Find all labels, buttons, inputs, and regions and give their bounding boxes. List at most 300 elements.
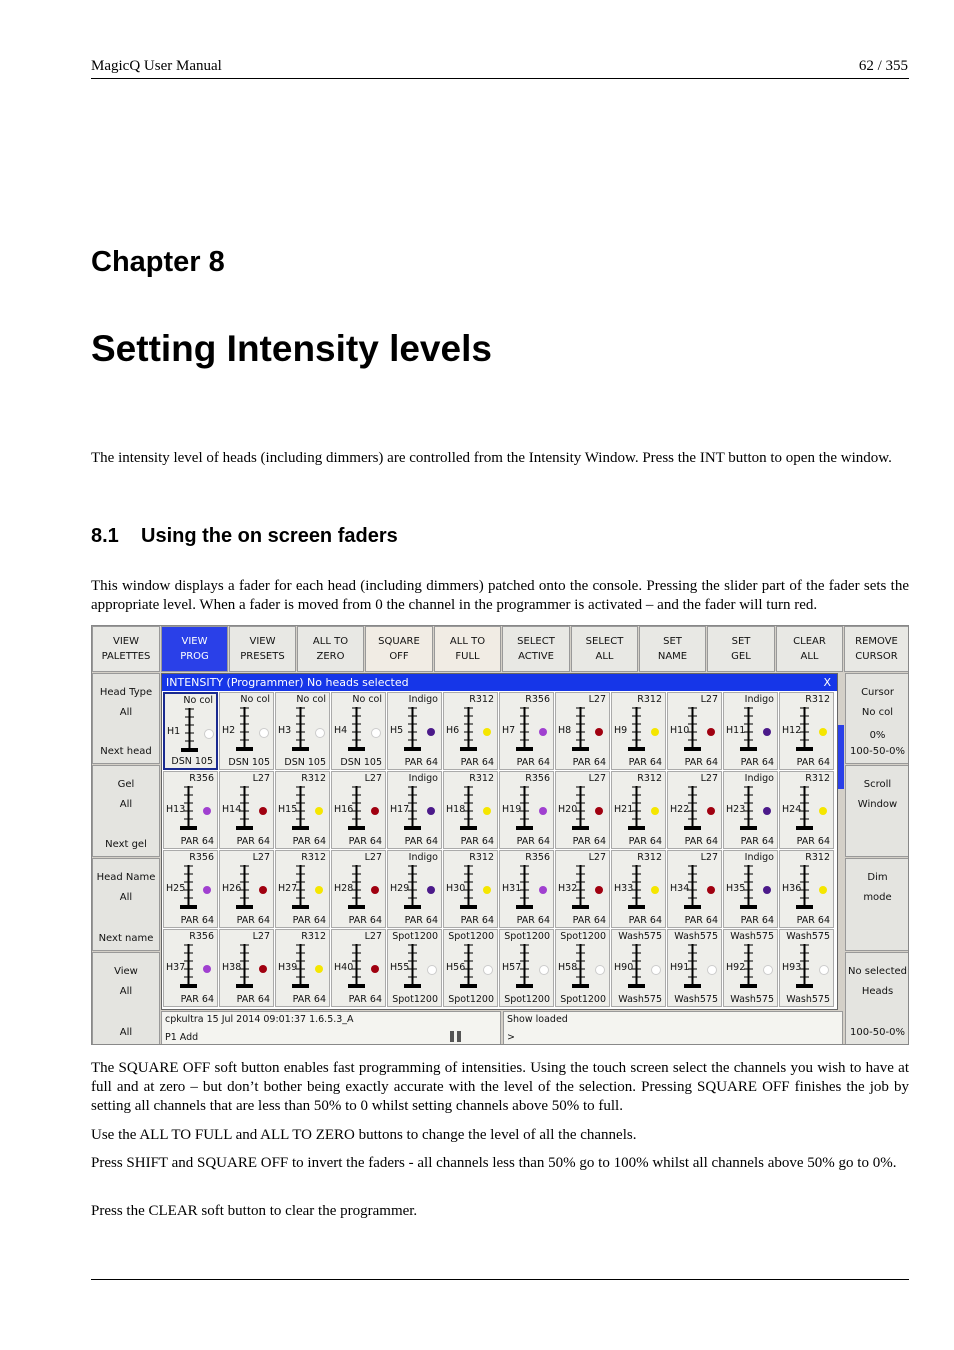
head-type: PAR 64 bbox=[460, 836, 494, 847]
toolbar-button-view-palettes[interactable] bbox=[92, 626, 160, 672]
gel-color-swatch bbox=[539, 728, 547, 736]
fader-h11[interactable] bbox=[723, 692, 778, 770]
head-number: H25 bbox=[166, 883, 186, 894]
gel-color-swatch bbox=[203, 886, 211, 894]
fader-h20[interactable] bbox=[555, 771, 610, 849]
gel-color-swatch bbox=[819, 728, 827, 736]
right-panel-button-value: No col bbox=[861, 707, 894, 718]
fader-h6[interactable] bbox=[443, 692, 498, 770]
head-type: PAR 64 bbox=[348, 994, 382, 1005]
gel-color-swatch bbox=[651, 728, 659, 736]
right-panel-button-0[interactable] bbox=[845, 673, 909, 764]
header-rule bbox=[91, 78, 909, 79]
fader-h56[interactable] bbox=[443, 929, 498, 1007]
left-panel-button-footer: Next name bbox=[98, 933, 154, 944]
gel-label: Wash575 bbox=[674, 931, 718, 942]
toolbar-button-line2: CURSOR bbox=[855, 651, 898, 662]
gel-color-swatch bbox=[427, 965, 437, 975]
toolbar-button-line1: SQUARE bbox=[378, 636, 420, 647]
section-number: 8.1 bbox=[91, 525, 119, 547]
head-type: PAR 64 bbox=[796, 836, 830, 847]
left-panel-button-value: All bbox=[119, 707, 133, 718]
fader-h15[interactable] bbox=[275, 771, 330, 849]
head-number: H3 bbox=[278, 725, 292, 736]
head-number: H28 bbox=[334, 883, 354, 894]
right-panel-button-1[interactable] bbox=[845, 765, 909, 857]
gel-color-swatch bbox=[651, 965, 661, 975]
toolbar-button-view-prog[interactable] bbox=[161, 626, 228, 672]
gel-color-swatch bbox=[483, 965, 493, 975]
head-number: H12 bbox=[782, 725, 802, 736]
command-prompt[interactable]: > bbox=[507, 1032, 515, 1043]
left-panel-button-3[interactable] bbox=[92, 952, 160, 1045]
gel-label: L27 bbox=[252, 931, 270, 942]
gel-label: R356 bbox=[189, 931, 214, 942]
gel-label: Spot1200 bbox=[448, 931, 494, 942]
toolbar-button-line1: VIEW bbox=[112, 636, 139, 647]
window-title: INTENSITY (Programmer) No heads selected bbox=[166, 676, 409, 689]
toolbar-button-select-all[interactable] bbox=[571, 626, 638, 672]
fader-slider-icon[interactable] bbox=[404, 707, 421, 751]
gel-label: R356 bbox=[525, 773, 550, 784]
head-number: H93 bbox=[782, 962, 802, 973]
toolbar-button-line1: VIEW bbox=[249, 636, 276, 647]
head-type: PAR 64 bbox=[292, 994, 326, 1005]
gel-color-swatch bbox=[203, 965, 211, 973]
fader-h57[interactable] bbox=[499, 929, 554, 1007]
gel-label: L27 bbox=[588, 773, 606, 784]
fader-h35[interactable] bbox=[723, 850, 778, 928]
gel-label: L27 bbox=[700, 852, 718, 863]
fader-slider-icon[interactable] bbox=[236, 707, 253, 751]
fader-h40[interactable] bbox=[331, 929, 386, 1007]
fader-h1[interactable] bbox=[163, 692, 218, 770]
gel-color-swatch bbox=[651, 807, 659, 815]
fader-h5[interactable] bbox=[387, 692, 442, 770]
fader-slider-icon[interactable] bbox=[628, 707, 645, 751]
right-panel-button-2[interactable] bbox=[845, 858, 909, 951]
body-paragraph-1: The SQUARE OFF soft button enables fast programming of intensities. Using the touch screen select the channels you wish to have at full and at zero – but don’t bother being exactly accurate with the level of the selection. Pressing SQUARE OFF finishes the job by setting all channels that are less than 50% to 0 whilst setting channels above 50% to full. bbox=[91, 1060, 909, 1114]
chapter-label: Chapter 8 bbox=[91, 246, 225, 278]
fader-h14[interactable] bbox=[219, 771, 274, 849]
head-number: H1 bbox=[167, 726, 181, 737]
head-number: H91 bbox=[670, 962, 690, 973]
gel-color-swatch bbox=[763, 728, 771, 736]
head-number: H21 bbox=[614, 804, 634, 815]
gel-label: Indigo bbox=[408, 694, 438, 705]
fader-h13[interactable] bbox=[163, 771, 218, 849]
fader-h33[interactable] bbox=[611, 850, 666, 928]
toolbar-button-line2: ALL bbox=[800, 651, 819, 662]
fader-h55[interactable] bbox=[387, 929, 442, 1007]
right-panel-button-3[interactable] bbox=[845, 952, 909, 1045]
head-type: PAR 64 bbox=[236, 994, 270, 1005]
intensity-grid bbox=[161, 673, 838, 1010]
left-panel-button-label: Head Type bbox=[99, 687, 153, 698]
head-number: H90 bbox=[614, 962, 634, 973]
toolbar-button-line2: PROG bbox=[180, 651, 209, 662]
gel-color-swatch bbox=[595, 965, 605, 975]
gel-label: Indigo bbox=[744, 852, 774, 863]
head-number: H23 bbox=[726, 804, 746, 815]
head-type: Spot1200 bbox=[448, 994, 494, 1005]
gel-label: L27 bbox=[364, 773, 382, 784]
gel-color-swatch bbox=[315, 728, 325, 738]
fader-h21[interactable] bbox=[611, 771, 666, 849]
pause-icon bbox=[450, 1031, 454, 1042]
gel-label: R312 bbox=[637, 773, 662, 784]
head-type: PAR 64 bbox=[740, 836, 774, 847]
fader-h4[interactable] bbox=[331, 692, 386, 770]
gel-color-swatch bbox=[763, 886, 771, 894]
gel-label: Indigo bbox=[744, 694, 774, 705]
fader-h19[interactable] bbox=[499, 771, 554, 849]
head-type: PAR 64 bbox=[180, 836, 214, 847]
head-type: PAR 64 bbox=[180, 915, 214, 926]
fader-h25[interactable] bbox=[163, 850, 218, 928]
head-type: Wash575 bbox=[674, 994, 718, 1005]
fader-h28[interactable] bbox=[331, 850, 386, 928]
status-line-2: P1 Add bbox=[165, 1032, 199, 1043]
gel-label: Spot1200 bbox=[504, 931, 550, 942]
gel-color-swatch bbox=[707, 807, 715, 815]
head-type: PAR 64 bbox=[404, 757, 438, 768]
gel-color-swatch bbox=[483, 728, 491, 736]
fader-slider-icon[interactable] bbox=[181, 708, 198, 752]
scrollbar[interactable] bbox=[838, 725, 844, 789]
head-number: H13 bbox=[166, 804, 186, 815]
fader-slider-icon[interactable] bbox=[460, 707, 477, 751]
fader-h58[interactable] bbox=[555, 929, 610, 1007]
head-number: H4 bbox=[334, 725, 348, 736]
head-number: H29 bbox=[390, 883, 410, 894]
head-type: PAR 64 bbox=[460, 915, 494, 926]
right-panel-button-label: Dim bbox=[867, 872, 888, 883]
head-number: H19 bbox=[502, 804, 522, 815]
toolbar-button-line2: ZERO bbox=[316, 651, 345, 662]
gel-color-swatch bbox=[651, 886, 659, 894]
head-number: H9 bbox=[614, 725, 628, 736]
head-type: PAR 64 bbox=[236, 836, 270, 847]
fader-h23[interactable] bbox=[723, 771, 778, 849]
head-number: H57 bbox=[502, 962, 522, 973]
fader-h90[interactable] bbox=[611, 929, 666, 1007]
gel-color-swatch bbox=[707, 728, 715, 736]
left-panel-button-value: All bbox=[119, 799, 133, 810]
toolbar-button-line2: FULL bbox=[455, 651, 480, 662]
head-number: H16 bbox=[334, 804, 354, 815]
head-number: H31 bbox=[502, 883, 522, 894]
fader-h2[interactable] bbox=[219, 692, 274, 770]
intro-paragraph: The intensity level of heads (including dimmers) are controlled from the Intensity Window. Press the INT button to open the window. bbox=[91, 450, 892, 466]
gel-label: Spot1200 bbox=[560, 931, 606, 942]
head-number: H55 bbox=[390, 962, 410, 973]
gel-label: Indigo bbox=[408, 773, 438, 784]
toolbar-button-set-gel[interactable] bbox=[707, 626, 775, 672]
toolbar-button-clear-all[interactable] bbox=[776, 626, 843, 672]
gel-label: L27 bbox=[700, 773, 718, 784]
gel-color-swatch bbox=[595, 886, 603, 894]
toolbar-button-all-to-zero[interactable] bbox=[297, 626, 364, 672]
left-panel-button-2[interactable] bbox=[92, 858, 160, 951]
gel-label: L27 bbox=[588, 852, 606, 863]
fader-h37[interactable] bbox=[163, 929, 218, 1007]
head-number: H35 bbox=[726, 883, 746, 894]
gel-color-swatch bbox=[819, 965, 829, 975]
gel-color-swatch bbox=[204, 729, 214, 739]
right-panel-button-label: Cursor bbox=[861, 687, 894, 698]
toolbar-button-select-active[interactable] bbox=[502, 626, 570, 672]
head-type: PAR 64 bbox=[460, 757, 494, 768]
head-number: H37 bbox=[166, 962, 186, 973]
fader-h17[interactable] bbox=[387, 771, 442, 849]
head-type: PAR 64 bbox=[572, 915, 606, 926]
toolbar-button-line2: GEL bbox=[731, 651, 751, 662]
head-number: H7 bbox=[502, 725, 516, 736]
gel-label: L27 bbox=[252, 852, 270, 863]
fader-h18[interactable] bbox=[443, 771, 498, 849]
body-paragraph-3: Press SHIFT and SQUARE OFF to invert the faders - all channels less than 50% go to 100% whilst all channels above 50% go to 0%. bbox=[91, 1155, 897, 1171]
left-panel-button-label: View bbox=[114, 966, 138, 977]
head-number: H27 bbox=[278, 883, 298, 894]
fader-h26[interactable] bbox=[219, 850, 274, 928]
head-type: PAR 64 bbox=[292, 915, 326, 926]
toolbar-button-line1: REMOVE bbox=[855, 636, 898, 647]
head-number: H26 bbox=[222, 883, 242, 894]
gel-label: L27 bbox=[252, 773, 270, 784]
gel-color-swatch bbox=[315, 807, 323, 815]
gel-label: R312 bbox=[469, 852, 494, 863]
fader-slider-icon[interactable] bbox=[292, 707, 309, 751]
fader-h29[interactable] bbox=[387, 850, 442, 928]
head-number: H2 bbox=[222, 725, 236, 736]
gel-color-swatch bbox=[371, 728, 381, 738]
gel-color-swatch bbox=[707, 965, 717, 975]
gel-label: Wash575 bbox=[730, 931, 774, 942]
body-paragraph-4: Press the CLEAR soft button to clear the programmer. bbox=[91, 1203, 418, 1219]
head-number: H14 bbox=[222, 804, 242, 815]
gel-label: L27 bbox=[364, 931, 382, 942]
head-number: H56 bbox=[446, 962, 466, 973]
gel-label: R312 bbox=[805, 852, 830, 863]
head-type: PAR 64 bbox=[684, 757, 718, 768]
head-type: PAR 64 bbox=[180, 994, 214, 1005]
left-panel-button-label: Gel bbox=[117, 779, 135, 790]
fader-h9[interactable] bbox=[611, 692, 666, 770]
toolbar-button-line2: PRESETS bbox=[240, 651, 285, 662]
gel-color-swatch bbox=[371, 965, 379, 973]
gel-color-swatch bbox=[203, 807, 211, 815]
fader-h38[interactable] bbox=[219, 929, 274, 1007]
toolbar-button-set-name[interactable] bbox=[639, 626, 706, 672]
fader-h8[interactable] bbox=[555, 692, 610, 770]
head-number: H15 bbox=[278, 804, 298, 815]
gel-label: R312 bbox=[637, 852, 662, 863]
head-number: H11 bbox=[726, 725, 746, 736]
fader-h92[interactable] bbox=[723, 929, 778, 1007]
gel-color-swatch bbox=[259, 886, 267, 894]
footer-rule bbox=[91, 1279, 909, 1280]
gel-label: Indigo bbox=[408, 852, 438, 863]
head-number: H18 bbox=[446, 804, 466, 815]
fader-h32[interactable] bbox=[555, 850, 610, 928]
fader-h24[interactable] bbox=[779, 771, 834, 849]
gel-label: No col bbox=[183, 695, 213, 706]
toolbar-button-line1: SET bbox=[731, 636, 751, 647]
fader-slider-icon[interactable] bbox=[572, 707, 589, 751]
fader-slider-icon[interactable] bbox=[348, 707, 365, 751]
toolbar-button-line2: PALETTES bbox=[101, 651, 151, 662]
gel-color-swatch bbox=[539, 886, 547, 894]
toolbar-button-remove-cursor[interactable] bbox=[844, 626, 909, 672]
head-number: H20 bbox=[558, 804, 578, 815]
head-number: H34 bbox=[670, 883, 690, 894]
head-type: PAR 64 bbox=[740, 915, 774, 926]
page-number: 62 / 355 bbox=[858, 58, 908, 74]
head-number: H22 bbox=[670, 804, 690, 815]
toolbar-button-line1: SET bbox=[663, 636, 682, 647]
fader-h91[interactable] bbox=[667, 929, 722, 1007]
gel-color-swatch bbox=[819, 807, 827, 815]
head-type: Wash575 bbox=[618, 994, 662, 1005]
head-type: DSN 105 bbox=[171, 756, 213, 767]
head-number: H30 bbox=[446, 883, 466, 894]
body-paragraph-2: Use the ALL TO FULL and ALL TO ZERO buttons to change the level of all the channels. bbox=[91, 1127, 637, 1143]
gel-label: Spot1200 bbox=[392, 931, 438, 942]
toolbar-button-square-off[interactable] bbox=[365, 626, 433, 672]
status-bar-left bbox=[161, 1011, 501, 1045]
toolbar-button-line1: CLEAR bbox=[793, 636, 826, 647]
gel-label: R312 bbox=[301, 931, 326, 942]
gel-color-swatch bbox=[483, 886, 491, 894]
toolbar-button-line1: VIEW bbox=[181, 636, 208, 647]
fader-h31[interactable] bbox=[499, 850, 554, 928]
gel-label: Wash575 bbox=[618, 931, 662, 942]
head-type: PAR 64 bbox=[348, 915, 382, 926]
intensity-window-screenshot bbox=[91, 625, 909, 1045]
toolbar-button-line1: SELECT bbox=[585, 636, 624, 647]
gel-color-swatch bbox=[259, 807, 267, 815]
fader-h3[interactable] bbox=[275, 692, 330, 770]
fader-h7[interactable] bbox=[499, 692, 554, 770]
fader-h39[interactable] bbox=[275, 929, 330, 1007]
close-button[interactable]: X bbox=[823, 676, 831, 689]
head-type: DSN 105 bbox=[228, 757, 270, 768]
fader-h30[interactable] bbox=[443, 850, 498, 928]
toolbar-button-line1: ALL TO bbox=[449, 636, 486, 647]
toolbar-button-view-presets[interactable] bbox=[229, 626, 296, 672]
gel-label: R312 bbox=[301, 852, 326, 863]
gel-label: R312 bbox=[301, 773, 326, 784]
right-panel-button-value: mode bbox=[863, 892, 892, 903]
toolbar-button-line2: OFF bbox=[389, 651, 409, 662]
head-type: PAR 64 bbox=[516, 915, 550, 926]
head-type: Wash575 bbox=[786, 994, 830, 1005]
head-type: PAR 64 bbox=[740, 757, 774, 768]
head-number: H33 bbox=[614, 883, 634, 894]
gel-color-swatch bbox=[819, 886, 827, 894]
head-type: Spot1200 bbox=[504, 994, 550, 1005]
right-panel-button-label: No selected bbox=[848, 966, 907, 977]
gel-label: L27 bbox=[700, 694, 718, 705]
gel-label: No col bbox=[352, 694, 382, 705]
fader-h22[interactable] bbox=[667, 771, 722, 849]
gel-label: No col bbox=[240, 694, 270, 705]
gel-label: R312 bbox=[469, 773, 494, 784]
fader-h10[interactable] bbox=[667, 692, 722, 770]
fader-slider-icon[interactable] bbox=[516, 707, 533, 751]
head-type: PAR 64 bbox=[684, 836, 718, 847]
gel-color-swatch bbox=[315, 886, 323, 894]
gel-label: R356 bbox=[189, 852, 214, 863]
gel-color-swatch bbox=[763, 965, 773, 975]
head-number: H38 bbox=[222, 962, 242, 973]
gel-color-swatch bbox=[539, 807, 547, 815]
right-panel-button-value: Window bbox=[857, 799, 898, 810]
left-panel-button-value: All bbox=[119, 986, 133, 997]
gel-label: L27 bbox=[364, 852, 382, 863]
left-panel-button-footer: Next head bbox=[100, 746, 152, 757]
status-message: Show loaded bbox=[507, 1014, 568, 1025]
gel-color-swatch bbox=[427, 807, 435, 815]
toolbar-button-all-to-full[interactable] bbox=[434, 626, 501, 672]
head-type: PAR 64 bbox=[628, 915, 662, 926]
head-type: PAR 64 bbox=[684, 915, 718, 926]
gel-color-swatch bbox=[371, 807, 379, 815]
gel-color-swatch bbox=[763, 807, 771, 815]
fader-h34[interactable] bbox=[667, 850, 722, 928]
fader-h36[interactable] bbox=[779, 850, 834, 928]
fader-h93[interactable] bbox=[779, 929, 834, 1007]
section-heading bbox=[91, 525, 398, 548]
gel-color-swatch bbox=[595, 807, 603, 815]
head-number: H10 bbox=[670, 725, 690, 736]
left-panel-button-footer: Next gel bbox=[105, 839, 147, 850]
head-number: H40 bbox=[334, 962, 354, 973]
head-number: H92 bbox=[726, 962, 746, 973]
gel-label: Indigo bbox=[744, 773, 774, 784]
head-number: H24 bbox=[782, 804, 802, 815]
gel-label: R356 bbox=[525, 694, 550, 705]
gel-label: R356 bbox=[189, 773, 214, 784]
left-panel-button-1[interactable] bbox=[92, 765, 160, 857]
gel-color-swatch bbox=[259, 965, 267, 973]
gel-label: Wash575 bbox=[786, 931, 830, 942]
gel-label: R356 bbox=[525, 852, 550, 863]
toolbar-button-line2: NAME bbox=[657, 651, 688, 662]
toolbar-button-line2: ACTIVE bbox=[518, 651, 554, 662]
status-bar-right bbox=[503, 1011, 843, 1045]
head-type: PAR 64 bbox=[516, 757, 550, 768]
right-panel-button-percent: 0% bbox=[869, 730, 886, 741]
right-panel-button-label: Scroll bbox=[863, 779, 892, 790]
fader-h12[interactable] bbox=[779, 692, 834, 770]
left-panel-button-0[interactable] bbox=[92, 673, 160, 764]
chapter-title: Setting Intensity levels bbox=[91, 328, 492, 369]
fader-h27[interactable] bbox=[275, 850, 330, 928]
head-type: Spot1200 bbox=[392, 994, 438, 1005]
left-panel-button-label: Head Name bbox=[96, 872, 156, 883]
gel-label: No col bbox=[296, 694, 326, 705]
fader-h16[interactable] bbox=[331, 771, 386, 849]
head-number: H36 bbox=[782, 883, 802, 894]
gel-label: L27 bbox=[588, 694, 606, 705]
head-type: PAR 64 bbox=[236, 915, 270, 926]
gel-color-swatch bbox=[427, 728, 435, 736]
gel-color-swatch bbox=[315, 965, 323, 973]
gel-color-swatch bbox=[259, 728, 269, 738]
head-number: H32 bbox=[558, 883, 578, 894]
